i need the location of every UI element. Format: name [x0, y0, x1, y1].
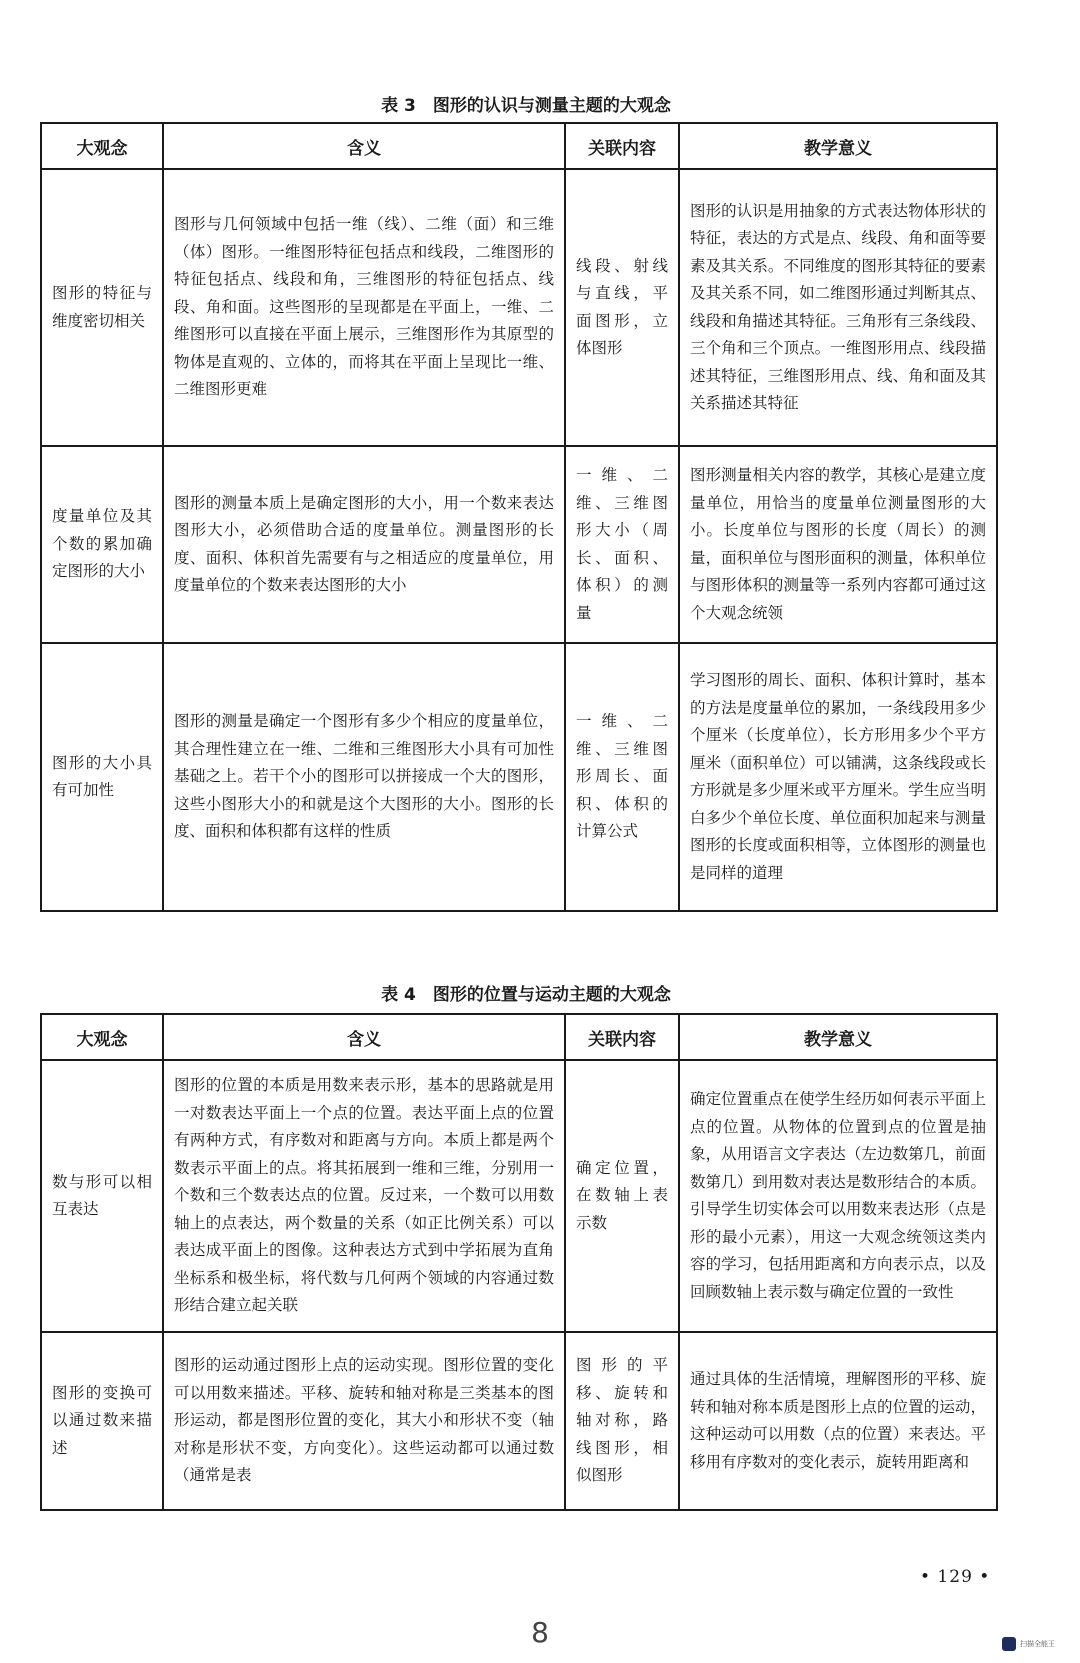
meaning-cell: 图形与几何领域中包括一维（线）、二维（面）和三维（体）图形。一维图形特征包括点和线段，二维图形的特征包括点、线段和角，三维图形的特征包括点、线段、角和面。这些图形的呈现都是在平面上，一维、二维图形可以直接在平面上展示，三维图形作为其原型的物体是直观的、立体的，而将其在平面上呈现比一维、二维图形更难 [174, 215, 554, 399]
header-meaning: 含义 [163, 1014, 565, 1060]
header-related-content: 关联内容 [565, 123, 679, 169]
big-idea-cell: 数与形可以相互表达 [52, 1172, 152, 1218]
significance-cell: 确定位置重点在使学生经历如何表示平面上点的位置。从物体的位置到点的位置是抽象，从用语言文字表达（左边数第几，前面数第几）到用数对表达是数形结合的本质。引导学生切实体会可以用数来表达形（点是形的最小元素），用这一大观念统领这类内容的学习，包括用距离和方向表示点，以及回顾数轴上表示数与确定位置的一致性 [690, 1090, 986, 1301]
big-idea-cell: 图形的变换可以通过数来描述 [52, 1383, 152, 1457]
table-row [41, 446, 997, 643]
scanner-logo-icon [1002, 1637, 1016, 1651]
related-content-cell: 线段、射线与直线，平面图形，立体图形 [576, 256, 668, 357]
significance-cell: 学习图形的周长、面积、体积计算时，基本的方法是度量单位的累加，一条线段用多少个厘米（长度单位），长方形用多少个平方厘米（面积单位）可以铺满，这条线段或长方形就是多少厘米或平方厘米。学生应当明白多少个单位长度、单位面积加起来与测量图形的长度或面积相等，立体图形的测量也是同样的道理 [690, 671, 986, 882]
table-row [41, 169, 997, 446]
table4-header-row [41, 1014, 997, 1060]
table-row [41, 643, 997, 911]
sheet-number: 8 [531, 1616, 549, 1649]
header-teaching-significance: 教学意义 [679, 1014, 997, 1060]
header-related-content: 关联内容 [565, 1014, 679, 1060]
related-content-cell: 一维、二维、三维图形大小（周长、面积、体积）的测量 [576, 466, 668, 622]
scanner-watermark [1002, 1633, 1076, 1655]
table3 [40, 122, 998, 912]
big-idea-cell: 度量单位及其个数的累加确定图形的大小 [52, 507, 152, 581]
related-content-cell: 一维、二维、三维图形周长、面积、体积的计算公式 [576, 712, 668, 841]
table4-title: 表 4 图形的位置与运动主题的大观念 [381, 985, 671, 1005]
significance-cell: 图形测量相关内容的教学，其核心是建立度量单位，用恰当的度量单位测量图形的大小。长度单位与图形的长度（周长）的测量，面积单位与图形面积的测量，体积单位与图形体积的测量等一系列内容都可通过这个大观念统领 [690, 466, 986, 622]
meaning-cell: 图形的位置的本质是用数来表示形，基本的思路就是用一对数表达平面上一个点的位置。表达平面上点的位置有两种方式，有序数对和距离与方向。本质上都是两个数表示平面上的点。将其拓展到一维和三维，分别用一个数和三个数表达点的位置。反过来，一个数可以用数轴上的点表达，两个数量的关系（如正比例关系）可以表达成平面上的图像。这种表达方式到中学拓展为直角坐标系和极坐标，将代数与几何两个领域的内容通过数形结合建立起关联 [174, 1076, 554, 1315]
table-row [41, 1060, 997, 1332]
big-idea-cell: 图形的特征与维度密切相关 [52, 284, 152, 330]
table-row [41, 1332, 997, 1510]
header-meaning: 含义 [163, 123, 565, 169]
significance-cell: 图形的认识是用抽象的方式表达物体形状的特征，表达的方式是点、线段、角和面等要素及其关系。不同维度的图形其特征的要素及其关系不同，如二维图形通过判断其点、线段和角描述其特征。三角形有三条线段、三个角和三个顶点。一维图形用点、线段描述其特征，三维图形用点、线、角和面及其关系描述其特征 [690, 201, 986, 412]
meaning-cell: 图形的运动通过图形上点的运动实现。图形位置的变化可以用数来描述。平移、旋转和轴对称是三类基本的图形运动，都是图形位置的变化，其大小和形状不变（轴对称是形状不变，方向变化）。这些运动都可以通过数（通常是表 [174, 1356, 554, 1485]
big-idea-cell: 图形的大小具有可加性 [52, 753, 152, 799]
watermark-text: 扫描全能王 [1020, 1640, 1055, 1648]
header-big-idea: 大观念 [41, 1014, 163, 1060]
table4 [40, 1013, 998, 1511]
meaning-cell: 图形的测量是确定一个图形有多少个相应的度量单位，其合理性建立在一维、二维和三维图形大小具有可加性基础之上。若干个小的图形可以拼接成一个大的图形，这些小图形大小的和就是这个大图形的大小。图形的长度、面积和体积都有这样的性质 [174, 712, 554, 841]
header-big-idea: 大观念 [41, 123, 163, 169]
header-teaching-significance: 教学意义 [679, 123, 997, 169]
significance-cell: 通过具体的生活情境，理解图形的平移、旋转和轴对称本质是图形上点的位置的运动，这种运动可以用数（点的位置）来表达。平移用有序数对的变化表示，旋转用距离和 [690, 1370, 986, 1471]
table3-header-row [41, 123, 997, 169]
meaning-cell: 图形的测量本质上是确定图形的大小，用一个数来表达图形大小，必须借助合适的度量单位。测量图形的长度、面积、体积首先需要有与之相适应的度量单位，用度量单位的个数来表达图形的大小 [174, 493, 554, 594]
related-content-cell: 图形的平移、旋转和轴对称，路线图形，相似图形 [576, 1356, 668, 1485]
related-content-cell: 确定位置，在数轴上表示数 [576, 1158, 668, 1232]
page-number: • 129 • [920, 1567, 991, 1587]
table3-title: 表 3 图形的认识与测量主题的大观念 [381, 96, 671, 116]
